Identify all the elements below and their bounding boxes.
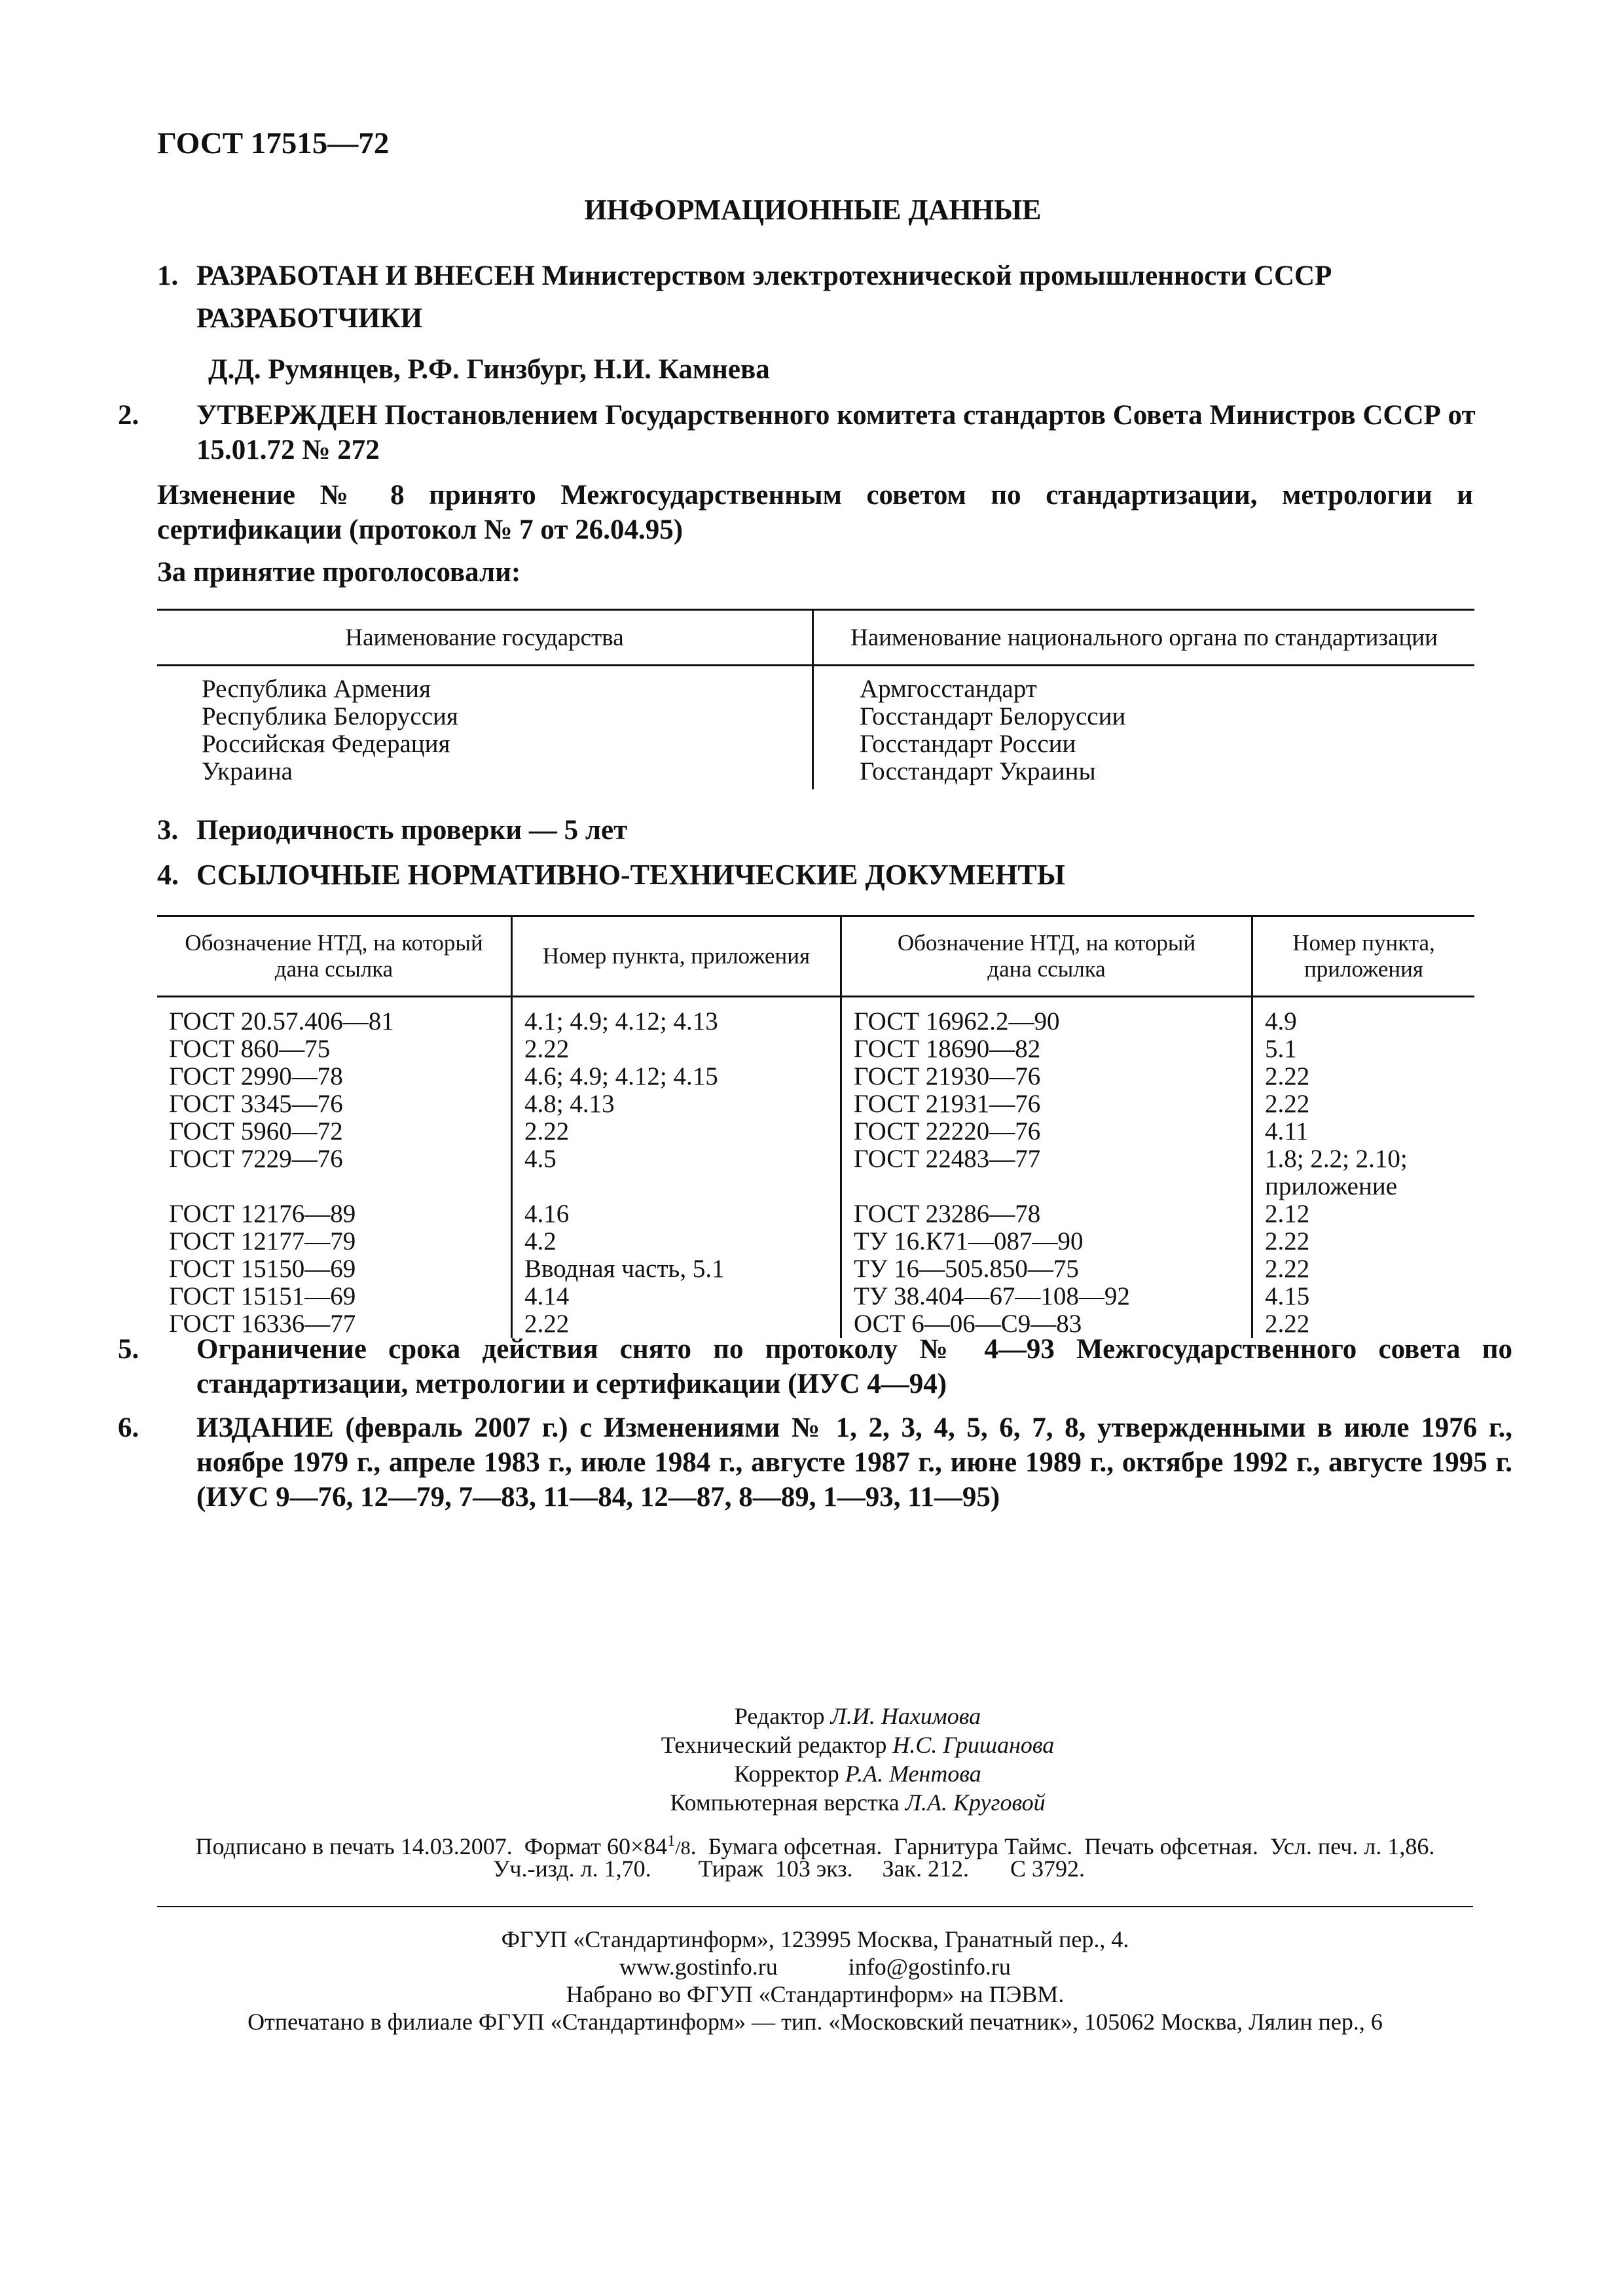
ref-clause: 2.22 [512, 1118, 841, 1145]
item-3-number: 3. [157, 815, 179, 846]
item-1 [157, 259, 1473, 293]
item-6-text: ИЗДАНИЕ (февраль 2007 г.) с Изменениями № 1, 2, 3, 4, 5, 6, 7, 8, утвержденными в июле 1976 г., ноябре 1979 г., апреле 1983 г., июле 1984 г., августе 1987 г., июне 1989 г., октябре 1992 г., августе 1995 г. (ИУС 9—76, 12—79, 7—83, 11—84, 12—87, 8—89, 1—93, 11—95) [196, 1412, 1512, 1513]
states-header-state: Наименование государства [157, 610, 813, 666]
ref-clause: 2.22 [1265, 1255, 1310, 1283]
states-table [157, 609, 1474, 789]
print-info-line-2: Уч.-изд. л. 1,70. Тираж 103 экз. Зак. 212. С 3792. [492, 1856, 1085, 1882]
ref-document: ГОСТ 16962.2—90 [841, 997, 1252, 1036]
item-6 [118, 1410, 1512, 1515]
table-row [157, 1255, 1474, 1283]
editor-line: Компьютерная верстка Л.А. Круговой [670, 1789, 1046, 1816]
refs-header-clause-1: Номер пункта, приложения [512, 916, 841, 997]
ref-document: ГОСТ 20.57.406—81 [157, 997, 512, 1036]
table-row [157, 1063, 1474, 1090]
publisher-address: ФГУП «Стандартинформ», 123995 Москва, Гранатный пер., 4. [501, 1926, 1129, 1952]
item-4-number: 4. [157, 859, 179, 891]
divider [157, 1906, 1473, 1907]
editors-block [563, 1702, 1152, 1817]
ref-clause: 2.22 [1265, 1310, 1310, 1338]
state-name: Российская Федерация [202, 730, 450, 758]
ref-document: ГОСТ 15150—69 [157, 1255, 512, 1283]
ref-document: ГОСТ 3345—76 [157, 1090, 512, 1118]
ref-document: ГОСТ 860—75 [157, 1035, 512, 1063]
state-name: Украина [202, 757, 293, 785]
bodies-column [813, 666, 1475, 790]
table-row [157, 1090, 1474, 1118]
ref-document: ОСТ 6—06—С9—83 [841, 1310, 1252, 1338]
editor-line: Редактор Л.И. Нахимова [734, 1703, 981, 1729]
refs-header-doc-1: Обозначение НТД, на который дана ссылка [157, 916, 512, 997]
ref-document: ТУ 16—505.850—75 [841, 1255, 1252, 1283]
ref-clause: 4.2 [512, 1228, 841, 1255]
item-5-number: 5. [118, 1334, 139, 1365]
table-row [157, 1200, 1474, 1228]
item-5 [118, 1332, 1512, 1401]
state-name: Республика Белоруссия [202, 702, 458, 730]
ref-document: ГОСТ 22483—77 [841, 1145, 1252, 1200]
references-body [157, 997, 1474, 1338]
ref-clause: 4.14 [512, 1283, 841, 1310]
item-2 [118, 398, 1512, 467]
item-4-text: ССЫЛОЧНЫЕ НОРМАТИВНО-ТЕХНИЧЕСКИЕ ДОКУМЕНТЫ [196, 859, 1065, 891]
references-table [157, 915, 1474, 1338]
ref-document: ГОСТ 16336—77 [157, 1310, 512, 1338]
states-header-body: Наименование национального органа по стандартизации [813, 610, 1475, 666]
table-row [157, 997, 1474, 1036]
item-2-number: 2. [118, 400, 139, 431]
change-note: Изменение № 8 принято Межгосударственным советом по стандартизации, метрологии и сертификации (протокол № 7 от 26.04.95) [157, 480, 1473, 545]
developers-names: Д.Д. Румянцев, Р.Ф. Гинзбург, Н.И. Камнева [208, 354, 770, 385]
ref-clause: 4.15 [1265, 1282, 1310, 1310]
vote-label: За принятие проголосовали: [157, 557, 521, 588]
ref-document: ГОСТ 22220—76 [841, 1118, 1252, 1145]
item-6-number: 6. [118, 1412, 139, 1443]
ref-clause: 4.8; 4.13 [512, 1090, 841, 1118]
table-row [157, 1145, 1474, 1200]
body-name: Госстандарт Белоруссии [860, 702, 1126, 730]
developers-label: РАЗРАБОТЧИКИ [196, 303, 423, 334]
publisher-contacts [157, 1953, 1473, 1981]
editor-line: Корректор Р.А. Ментова [734, 1761, 981, 1787]
editor-line: Технический редактор Н.С. Гришанова [661, 1732, 1055, 1758]
item-1-text: РАЗРАБОТАН И ВНЕСЕН Министерством электротехнической промышленности СССР [196, 260, 1332, 291]
ref-document: ГОСТ 21931—76 [841, 1090, 1252, 1118]
table-row [157, 1118, 1474, 1145]
table-row [157, 1035, 1474, 1063]
body-name: Армгосстандарт [860, 675, 1037, 703]
ref-document: ТУ 16.К71—087—90 [841, 1228, 1252, 1255]
ref-document: ГОСТ 2990—78 [157, 1063, 512, 1090]
publisher-site-link[interactable]: www.gostinfo.ru [619, 1954, 778, 1980]
item-5-text: Ограничение срока действия снято по протоколу № 4—93 Межгосударственного совета по стандартизации, метрологии и сертификации (ИУС 4—94) [196, 1334, 1512, 1399]
ref-document: ТУ 38.404—67—108—92 [841, 1283, 1252, 1310]
print-info-line-1: Подписано в печать 14.03.2007. Формат $60\times 84^1/8$. Бумага офсетная. Гарнитура Таймс. Печать офсетная. Усл. печ. л. 1,86. [195, 1833, 1435, 1859]
ref-document: ГОСТ 7229—76 [157, 1145, 512, 1200]
publisher-email-link[interactable]: info@gostinfo.ru [848, 1954, 1011, 1980]
ref-document: ГОСТ 12176—89 [157, 1200, 512, 1228]
ref-clause: 2.22 [1265, 1062, 1310, 1090]
ref-clause: 4.1; 4.9; 4.12; 4.13 [512, 997, 841, 1036]
ref-clause: 2.22 [512, 1310, 841, 1338]
page-title: ИНФОРМАЦИОННЫЕ ДАННЫЕ [584, 194, 1042, 226]
ref-document: ГОСТ 21930—76 [841, 1063, 1252, 1090]
typeset-note: Набрано во ФГУП «Стандартинформ» на ПЭВМ. [566, 1981, 1065, 2007]
printed-note: Отпечатано в филиале ФГУП «Стандартинформ» — тип. «Московский печатник», 105062 Москва, Лялин пер., 6 [247, 2009, 1383, 2035]
item-3-text: Периодичность проверки — 5 лет [196, 815, 628, 846]
ref-clause: 2.12 [1265, 1200, 1310, 1228]
table-row [157, 1228, 1474, 1255]
ref-document: ГОСТ 5960—72 [157, 1118, 512, 1145]
refs-header-clause-2: Номер пункта, приложения [1252, 916, 1475, 997]
ref-clause: 2.22 [512, 1035, 841, 1063]
item-2-text: УТВЕРЖДЕН Постановлением Государственного комитета стандартов Совета Министров СССР от 15.01.72 № 272 [196, 400, 1476, 465]
ref-clause: 4.11 [1265, 1117, 1309, 1145]
document-number: ГОСТ 17515—72 [157, 126, 390, 160]
ref-clause: Вводная часть, 5.1 [512, 1255, 841, 1283]
ref-clause: 5.1 [1265, 1035, 1297, 1063]
item-4 [157, 857, 1473, 892]
table-row [157, 1283, 1474, 1310]
states-column [157, 666, 813, 790]
item-3 [157, 813, 1473, 848]
ref-clause: 1.8; 2.2; 2.10; приложение [1265, 1145, 1408, 1200]
ref-clause: 4.9 [1265, 1007, 1297, 1035]
ref-clause: 4.5 [512, 1145, 841, 1200]
ref-clause: 2.22 [1265, 1090, 1310, 1118]
ref-document: ГОСТ 12177—79 [157, 1228, 512, 1255]
ref-clause: 4.16 [512, 1200, 841, 1228]
refs-header-doc-2: Обозначение НТД, на который дана ссылка [841, 916, 1252, 997]
body-name: Госстандарт России [860, 730, 1076, 758]
ref-document: ГОСТ 18690—82 [841, 1035, 1252, 1063]
ref-clause: 2.22 [1265, 1227, 1310, 1255]
body-name: Госстандарт Украины [860, 757, 1096, 785]
ref-document: ГОСТ 23286—78 [841, 1200, 1252, 1228]
ref-clause: 4.6; 4.9; 4.12; 4.15 [512, 1063, 841, 1090]
item-1-number: 1. [157, 260, 179, 291]
state-name: Республика Армения [202, 675, 431, 703]
ref-document: ГОСТ 15151—69 [157, 1283, 512, 1310]
